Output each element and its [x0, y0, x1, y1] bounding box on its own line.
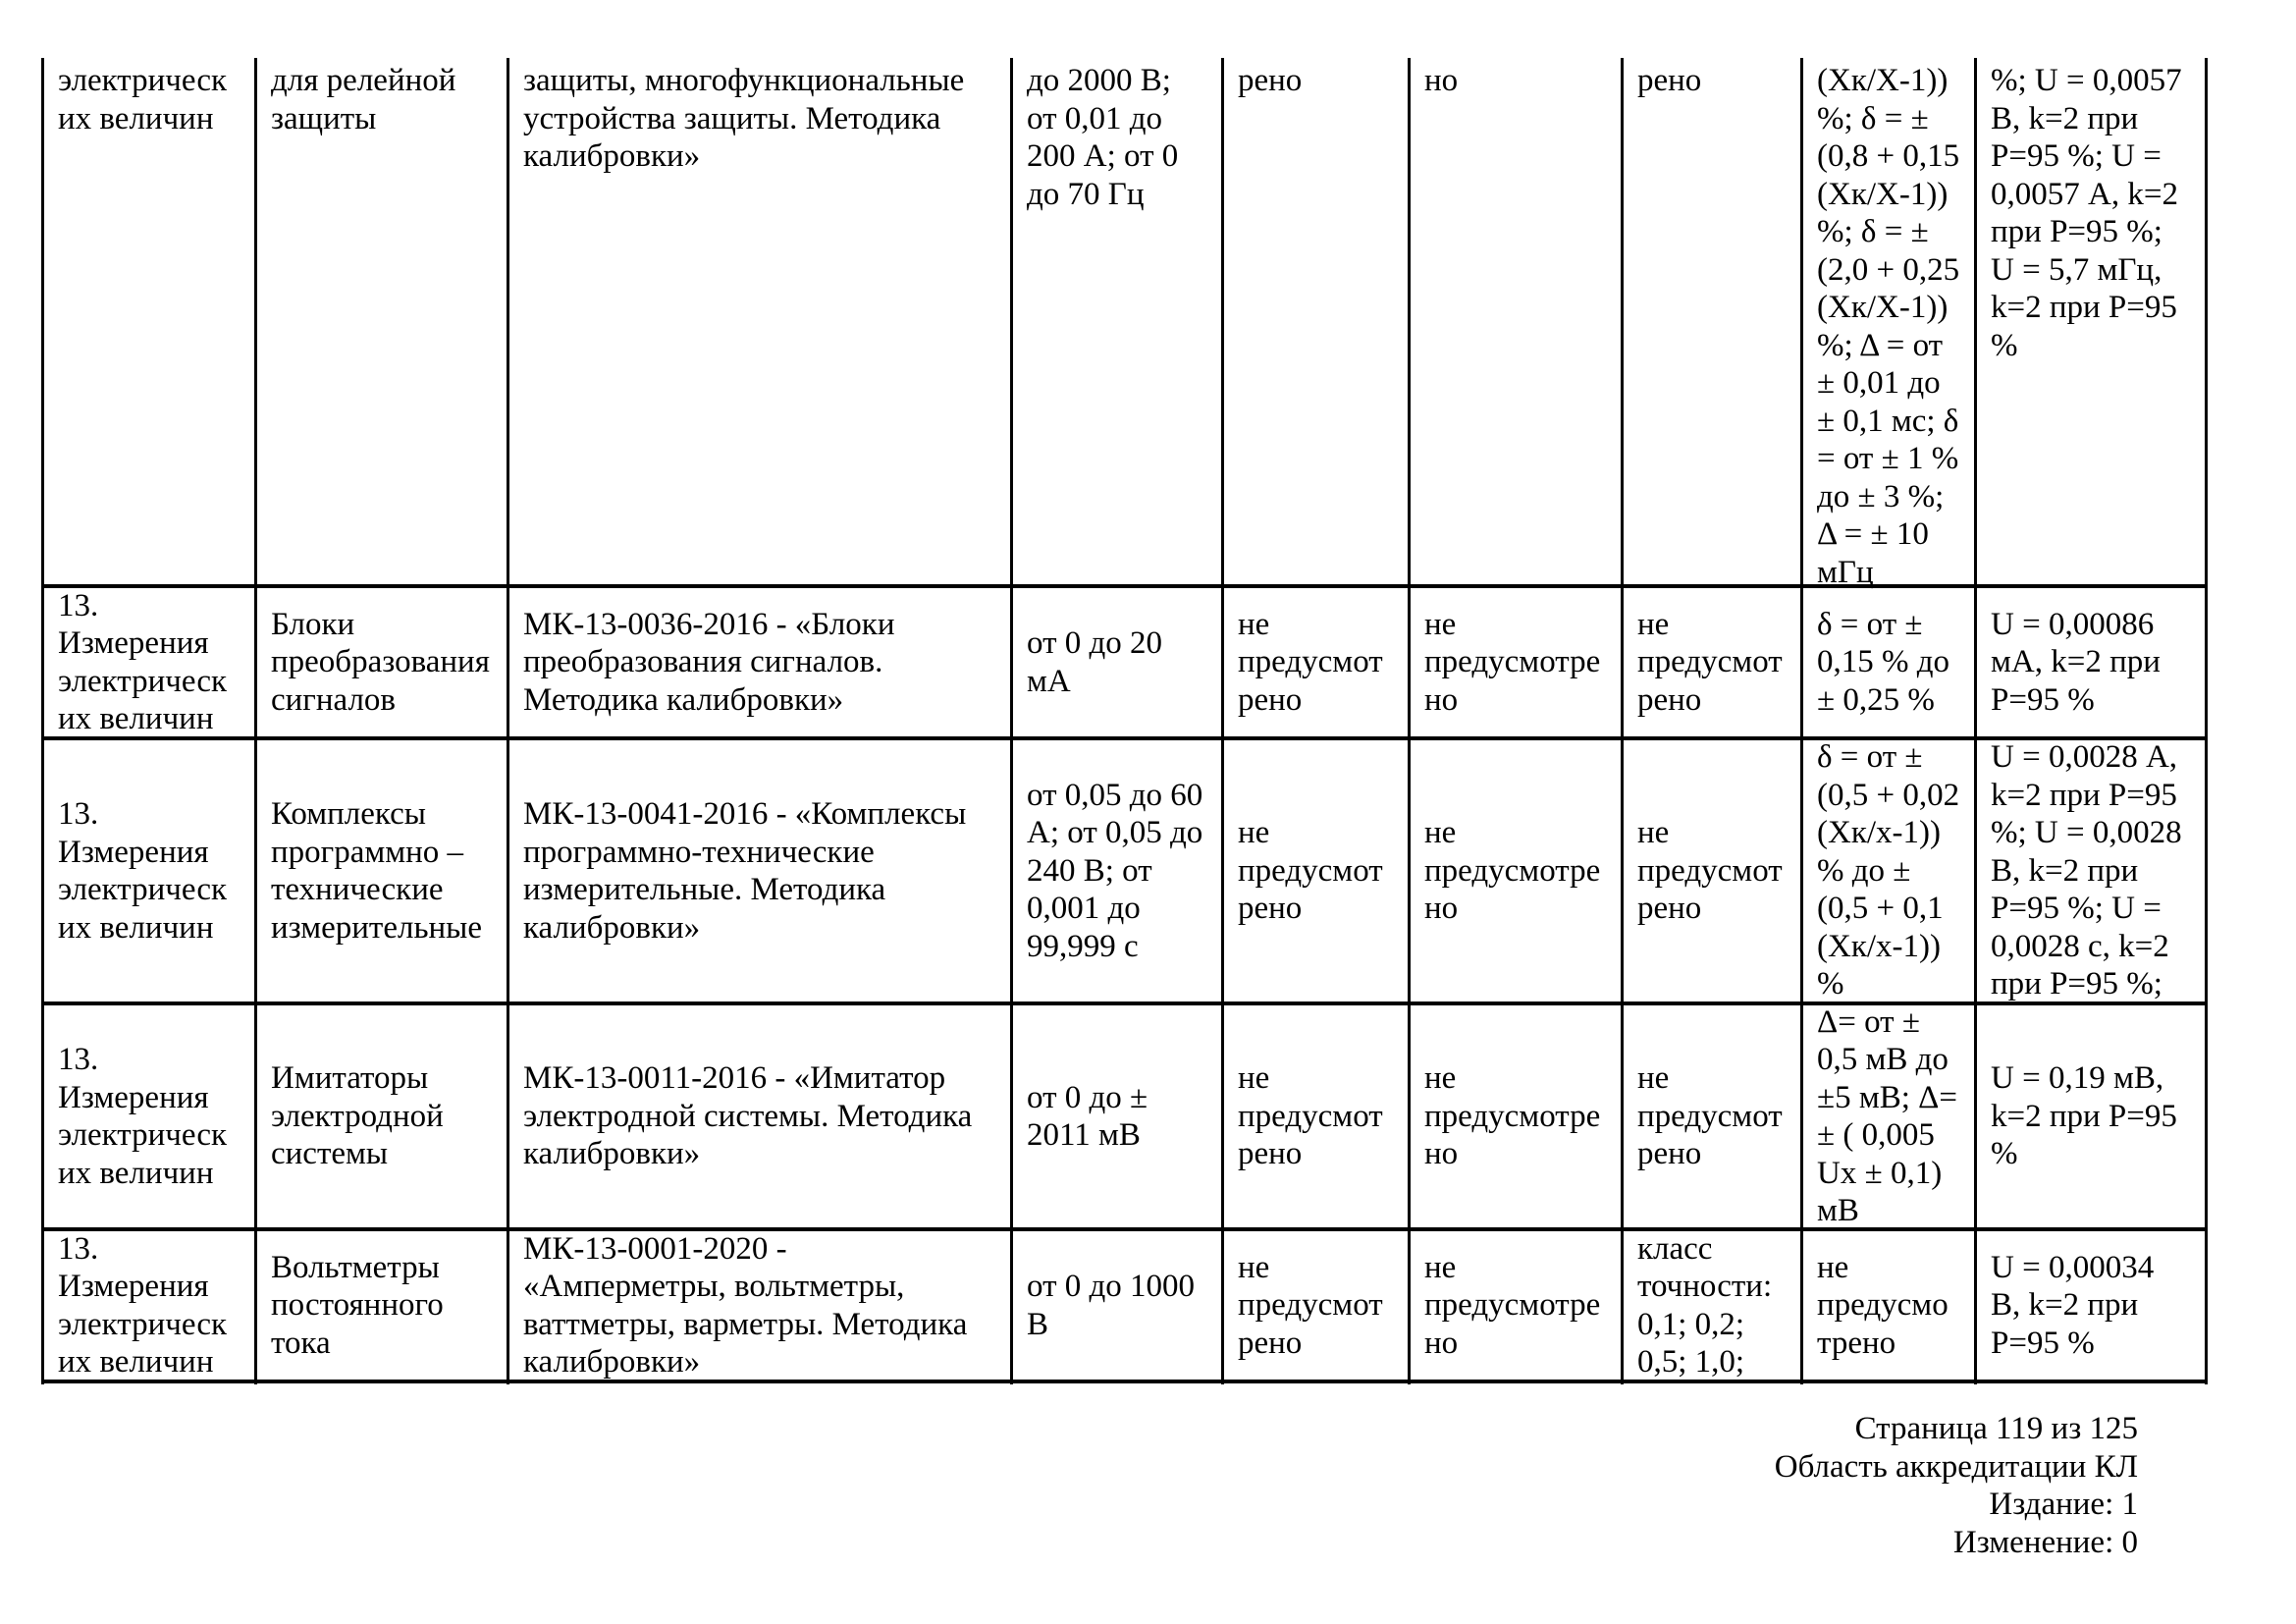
- col5-cell: [1222, 739, 1409, 1002]
- cell-text: не предусмот рено: [1238, 1249, 1383, 1361]
- cell-text: от 0 до ± 2011 мВ: [1027, 1079, 1148, 1153]
- col7-cell: [1622, 739, 1801, 1002]
- uncertainty-cell: [1975, 1004, 2206, 1228]
- change-number: Изменение: 0: [1952, 1524, 2138, 1560]
- cell-text: не предусмотре но: [1424, 1060, 1601, 1172]
- range-cell: [1011, 1230, 1222, 1380]
- cell-text: не предусмот рено: [1637, 1060, 1783, 1172]
- col6-cell: [1409, 587, 1622, 737]
- uncertainty-cell: [1975, 587, 2206, 737]
- cell-text: не предусмо трено: [1817, 1249, 1949, 1361]
- range-cell: [1011, 59, 1222, 585]
- col6-cell: [1409, 1230, 1622, 1380]
- cell-text: защиты, многофункциональные устройства защиты. Методика калибровки»: [523, 63, 965, 174]
- cell-text: МК-13-0041-2016 - «Комплексы программно-технические измерительные. Методика калибровки»: [523, 796, 967, 946]
- cell-text: от 0,05 до 60 А; от 0,05 до 240 В; от 0,001 до 99,999 с: [1027, 777, 1203, 964]
- cell-text: U = 0,00034 В, k=2 при Р=95 %: [1991, 1249, 2155, 1361]
- area-cell: [42, 739, 255, 1002]
- area-cell: [42, 59, 255, 585]
- range-cell: [1011, 1004, 1222, 1228]
- cell-text: не предусмот рено: [1637, 815, 1783, 927]
- area-cell: [42, 1004, 255, 1228]
- area-cell: [42, 587, 255, 737]
- cell-text: не предусмотре но: [1424, 606, 1601, 718]
- col5-cell: [1222, 1230, 1409, 1380]
- cell-text: 13. Измерения электрическ их величин: [58, 796, 228, 946]
- col6-cell: [1409, 739, 1622, 1002]
- col7-cell: [1622, 1004, 1801, 1228]
- cell-text: δ = от ± (0,5 + 0,02 (Хк/х-1)) % до ± (0,5 + 0,1 (Хк/х-1)) %: [1817, 739, 1960, 1002]
- area-cell: [42, 1230, 255, 1380]
- accuracy-cell: [1801, 1004, 1975, 1228]
- range-cell: [1011, 739, 1222, 1002]
- col7-cell: [1622, 1230, 1801, 1380]
- cell-text: МК-13-0011-2016 - «Имитатор электродной системы. Методика калибровки»: [523, 1060, 973, 1172]
- page-footer: [1775, 1410, 2138, 1561]
- method-cell: [507, 1004, 1011, 1228]
- cell-text: U = 0,0028 А, k=2 при Р=95 %; U = 0,0028 В, k=2 при Р=95 %; U = 0,0028 с, k=2 при Р=95 %;: [1991, 739, 2182, 1002]
- cell-text: Имитаторы электродной системы: [271, 1060, 444, 1172]
- cell-text: от 0 до 1000 В: [1027, 1269, 1196, 1342]
- accuracy-cell: [1801, 739, 1975, 1002]
- col7-cell: [1622, 587, 1801, 737]
- uncertainty-cell: [1975, 59, 2206, 585]
- cell-text: не предусмотре но: [1424, 1249, 1601, 1361]
- object-cell: [255, 1004, 507, 1228]
- cell-text: не предусмот рено: [1238, 1060, 1383, 1172]
- cell-text: но: [1424, 63, 1459, 98]
- cell-text: Блоки преобразования сигналов: [271, 606, 490, 718]
- col7-cell: [1622, 59, 1801, 585]
- cell-text: 13. Измерения электрическ их величин: [58, 1230, 228, 1380]
- object-cell: [255, 587, 507, 737]
- col6-cell: [1409, 1004, 1622, 1228]
- cell-text: 13. Измерения электрическ их величин: [58, 587, 228, 736]
- cell-text: МК-13-0036-2016 - «Блоки преобразования сигналов. Методика калибровки»: [523, 606, 895, 718]
- method-cell: [507, 59, 1011, 585]
- cell-text: для релейной защиты: [271, 63, 456, 136]
- edition-number: Издание: 1: [1989, 1487, 2138, 1522]
- cell-text: U = 0,19 мВ, k=2 при Р=95 %: [1991, 1060, 2177, 1172]
- cell-text: не предусмот рено: [1238, 606, 1383, 718]
- cell-text: (Хк/Х-1)) %; δ = ± (0,8 + 0,15 (Хк/Х-1)) %; δ = ± (2,0 + 0,25 (Хк/Х-1)) %; Δ = от ± 0,01 до ± 0,1 мс; δ = от ± 1 % до ± 3 %; Δ = ± 10 мГц: [1817, 63, 1960, 590]
- cell-text: от 0 до 20 мА: [1027, 625, 1163, 699]
- cell-text: δ = от ± 0,15 % до ± 0,25 %: [1817, 606, 1950, 718]
- col5-cell: [1222, 587, 1409, 737]
- object-cell: [255, 59, 507, 585]
- col5-cell: [1222, 59, 1409, 585]
- cell-text: Вольтметры постоянного тока: [271, 1249, 444, 1361]
- accuracy-cell: [1801, 59, 1975, 590]
- col6-cell: [1409, 59, 1622, 585]
- cell-text: рено: [1637, 63, 1702, 98]
- range-cell: [1011, 587, 1222, 737]
- cell-text: электрическ их величин: [58, 63, 228, 136]
- page-number: Страница 119 из 125: [1854, 1411, 2138, 1446]
- cell-text: рено: [1238, 63, 1303, 98]
- uncertainty-cell: [1975, 1230, 2206, 1380]
- document-title: Область аккредитации КЛ: [1774, 1448, 2138, 1485]
- cell-text: 13. Измерения электрическ их величин: [58, 1042, 228, 1191]
- cell-text: Δ= от ± 0,5 мВ до ±5 мВ; Δ= ± ( 0,005 Ux ± 0,1) мВ: [1817, 1003, 1958, 1228]
- accuracy-cell: [1801, 587, 1975, 737]
- uncertainty-cell: [1975, 739, 2206, 1002]
- cell-text: U = 0,00086 мА, k=2 при Р=95 %: [1991, 606, 2161, 718]
- cell-text: не предусмот рено: [1637, 606, 1783, 718]
- cell-text: МК-13-0001-2020 - «Амперметры, вольтметры, ваттметры, варметры. Методика калибровки»: [523, 1230, 968, 1380]
- cell-text: не предусмот рено: [1238, 815, 1383, 927]
- method-cell: [507, 587, 1011, 737]
- cell-text: до 2000 В; от 0,01 до 200 А; от 0 до 70 Гц: [1027, 63, 1179, 212]
- cell-text: %; U = 0,0057 В, k=2 при Р=95 %; U = 0,0057 А, k=2 при Р=95 %; U = 5,7 мГц, k=2 при Р=95 %: [1991, 63, 2182, 363]
- col5-cell: [1222, 1004, 1409, 1228]
- object-cell: [255, 1230, 507, 1380]
- cell-text: класс точности: 0,1; 0,2; 0,5; 1,0;: [1637, 1230, 1773, 1380]
- method-cell: [507, 739, 1011, 1002]
- object-cell: [255, 739, 507, 1002]
- cell-text: не предусмотре но: [1424, 815, 1601, 927]
- cell-text: Комплексы программно – технические измерительные: [271, 796, 482, 946]
- method-cell: [507, 1230, 1011, 1380]
- accuracy-cell: [1801, 1230, 1975, 1380]
